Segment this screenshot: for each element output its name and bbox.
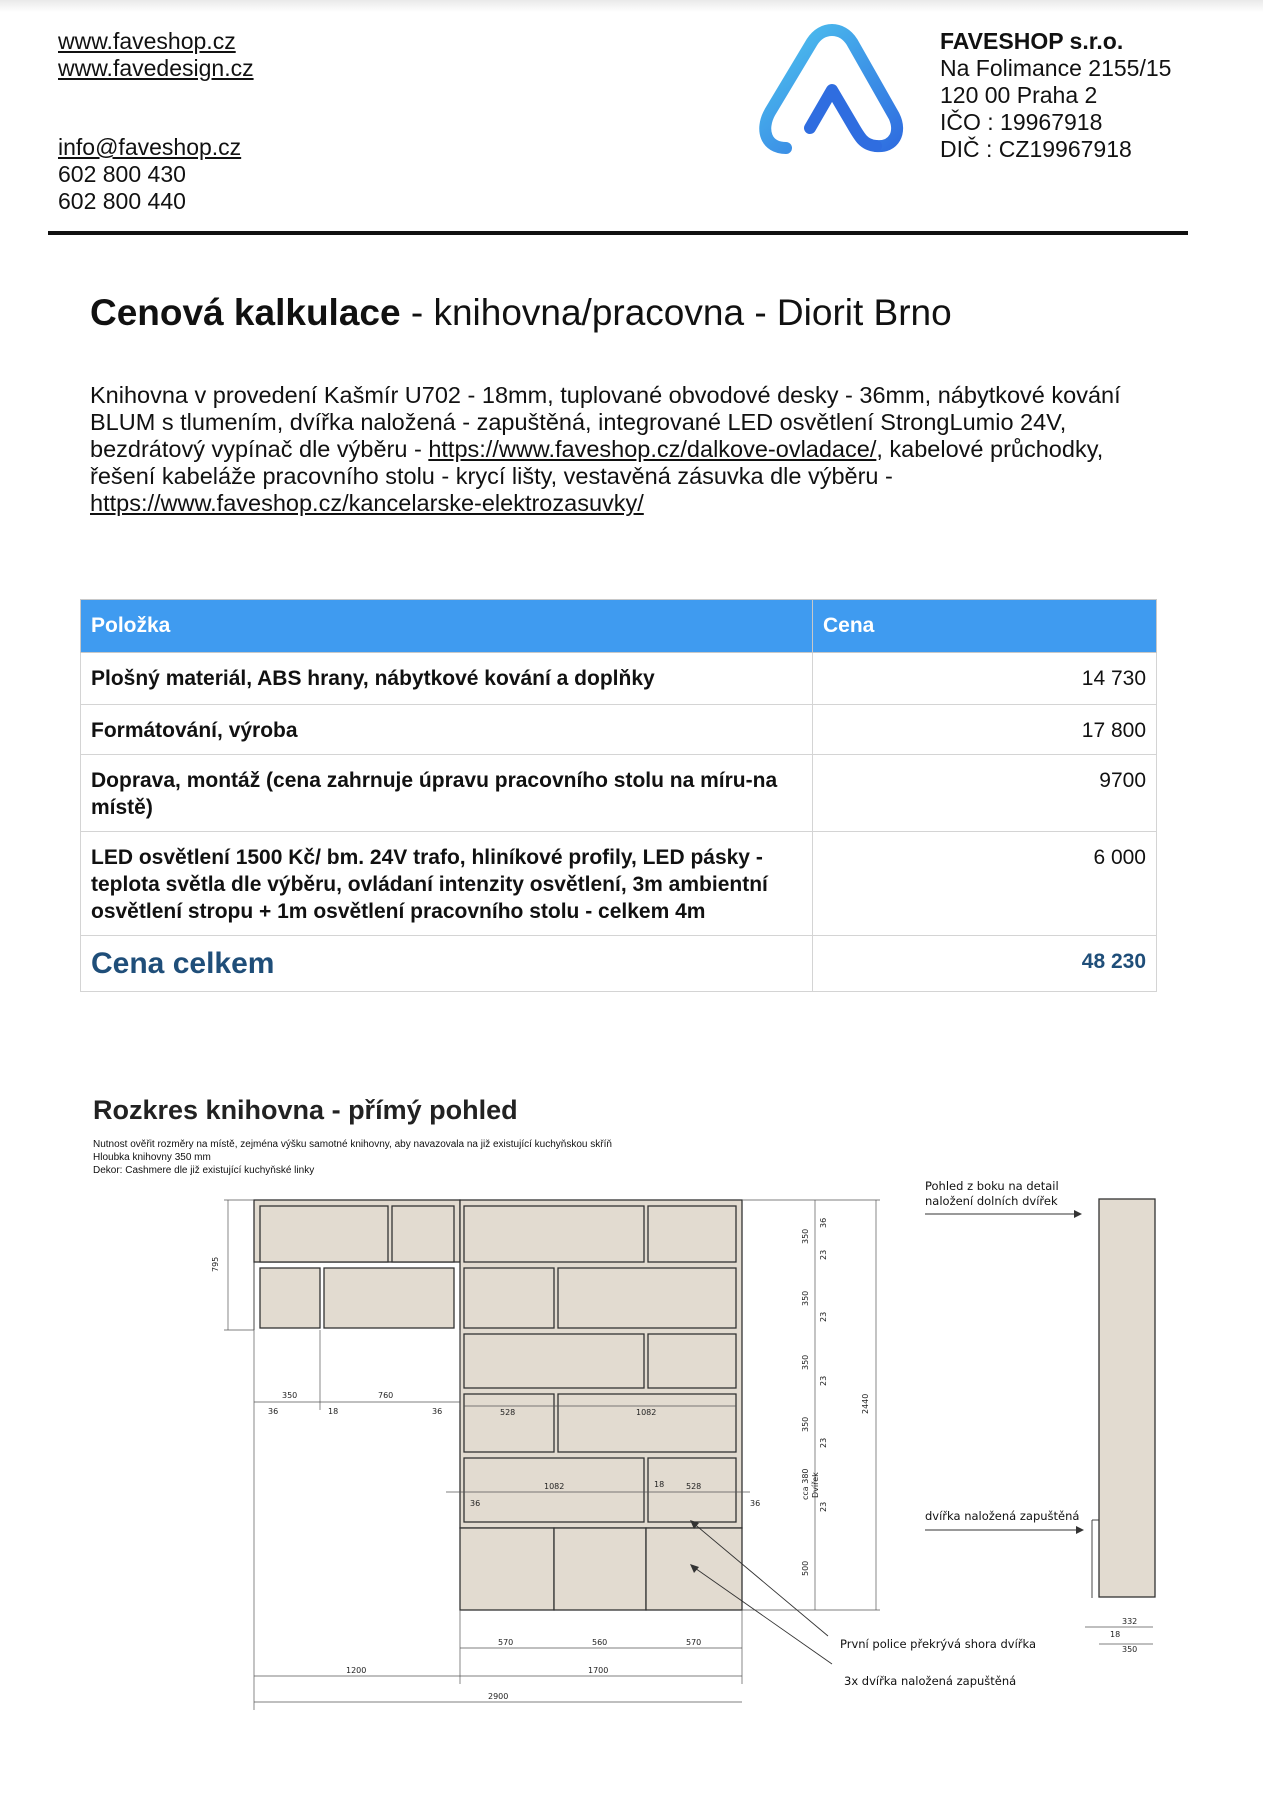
phone-1: 602 800 430 [58,161,186,187]
office-sockets-link[interactable]: https://www.faveshop.cz/kancelarske-elektrozasuvky/ [90,490,644,516]
cabinet-cell [464,1206,644,1262]
cabinet-cell [392,1206,454,1262]
side-dim-350: 350 [1122,1645,1138,1654]
company-line-3: IČO : 19967918 [940,109,1103,135]
drawing-note-3: Dekor: Cashmere dle již existující kuchyňské linky [93,1165,315,1176]
dim-1082-b: 1082 [544,1482,565,1491]
drawing-note-1: Nutnost ověřit rozměry na místě, zejména výšku samotné knihovny, aby navazovala na již existující kuchyňskou skříň [93,1139,612,1150]
company-line-2: 120 00 Praha 2 [940,82,1098,108]
dim-row1: 350 [801,1228,810,1244]
dim-36-b-right: 36 [750,1499,761,1508]
dim-36-left: 36 [268,1407,279,1416]
dim-gap-2: 23 [819,1311,828,1322]
column-header-item: Položka [81,600,813,653]
total-label: Cena celkem [81,936,813,992]
right-cabinet [460,1200,742,1528]
website-link-faveshop[interactable]: www.faveshop.cz [58,28,236,54]
side-dim-18: 18 [1110,1630,1121,1639]
side-dim-332: 332 [1122,1617,1138,1626]
column-header-price: Cena [813,600,1157,653]
door [460,1528,554,1610]
title-rest: - knihovna/pracovna - Diorit Brno [400,292,952,333]
cabinet-cell [558,1394,736,1452]
cabinet-cell [648,1206,736,1262]
remote-controls-link[interactable]: https://www.faveshop.cz/dalkove-ovladace/ [428,436,877,462]
dim-gap-3: 23 [819,1375,828,1386]
company-line-1: Na Folimance 2155/15 [940,55,1172,81]
dim-528-b: 528 [686,1482,702,1491]
dim-left-height: 795 [211,1256,220,1272]
dim-gap-1: 23 [819,1249,828,1260]
dim-total-height: 2440 [861,1393,870,1414]
title-bold: Cenová kalkulace [90,292,401,333]
dim-1082: 1082 [636,1408,657,1417]
cabinet-cell [260,1268,320,1328]
shelf-note: První police překrývá shora dvířka [840,1637,1037,1651]
dim-doors-height: 500 [801,1560,810,1576]
row-item: Plošný materiál, ABS hrany, nábytkové kování a doplňky [81,653,813,705]
door-type-label: dvířka naložená zapuštěná [925,1509,1080,1523]
dim-gap-5: 23 [819,1501,828,1512]
side-view-label-2: naložení dolních dvířek [925,1194,1058,1208]
dim-gap-4: 23 [819,1437,828,1448]
email-link[interactable]: info@faveshop.cz [58,134,242,160]
dim-760: 760 [378,1391,394,1400]
cabinet-cell [260,1206,388,1262]
cabinet-cell [464,1334,644,1388]
dim-18-left: 18 [328,1407,339,1416]
dim-row2: 350 [801,1290,810,1306]
dim-row5-doors: Dvířek [811,1472,820,1498]
dim-2900: 2900 [488,1692,509,1701]
row-price: 17 800 [813,705,1157,755]
dim-528: 528 [500,1408,516,1417]
row-item: LED osvětlení 1500 Kč/ bm. 24V trafo, hliníkové profily, LED pásky - teplota světla dle výběru, ovládaní intenzity osvětlení, 3m ambientní osvětlení stropu + 1m osvětlení pracovního stolu - celkem 4m [81,832,813,936]
dim-row4: 350 [801,1416,810,1432]
dim-18-b: 18 [654,1480,665,1489]
dim-1700: 1700 [588,1666,609,1675]
dim-36-right: 36 [432,1407,443,1416]
cabinet-cell [558,1268,736,1328]
description-part-2: , kabelové průchodky, řešení kabeláže pracovního stolu - krycí lišty, vestavěná zásuvka dle výběru - [90,436,1104,489]
side-panel [1099,1199,1155,1597]
company-name: FAVESHOP s.r.o. [940,28,1124,54]
lower-doors [460,1528,742,1610]
annotations [690,1179,1084,1688]
row-price: 14 730 [813,653,1157,705]
total-price: 48 230 [813,936,1157,992]
cabinet-cell [464,1268,554,1328]
dim-door-1: 570 [498,1638,514,1647]
dim-36-b-left: 36 [470,1499,481,1508]
dim-row5: cca 380 [801,1468,810,1500]
phone-2: 602 800 440 [58,188,186,214]
cabinet-cell [464,1394,554,1452]
cabinet-cell [648,1334,736,1388]
left-cabinet [254,1200,460,1330]
doors-note: 3x dvířka naložená zapuštěná [844,1674,1017,1688]
drawing-title: Rozkres knihovna - přímý pohled [93,1095,518,1125]
dim-row3: 350 [801,1354,810,1370]
dim-door-2: 560 [592,1638,608,1647]
dim-1200: 1200 [346,1666,367,1675]
row-price: 6 000 [813,832,1157,936]
row-price: 9700 [813,755,1157,832]
dim-350: 350 [282,1391,298,1400]
cabinet-cell [324,1268,454,1328]
company-line-4: DIČ : CZ19967918 [940,136,1132,162]
side-view-label-1: Pohled z boku na detail [925,1179,1059,1193]
dim-row1-top: 36 [819,1217,828,1228]
side-view [1085,1199,1155,1654]
drawing-note-2: Hloubka knihovny 350 mm [93,1152,211,1163]
door [554,1528,646,1610]
website-link-favedesign[interactable]: www.favedesign.cz [58,55,254,81]
dim-door-3: 570 [686,1638,702,1647]
description-part-1: Knihovna v provedení Kašmír U702 - 18mm, tuplované obvodové desky - 36mm, nábytkové kování BLUM s tlumením, dvířka naložená - zapuštěná, integrované LED osvětlení StrongLumio 24V, bezdrátový vypínač dle výběru - [90,382,1121,462]
row-item: Doprava, montáž (cena zahrnuje úpravu pracovního stolu na míru-na místě) [81,755,813,832]
row-item: Formátování, výroba [81,705,813,755]
